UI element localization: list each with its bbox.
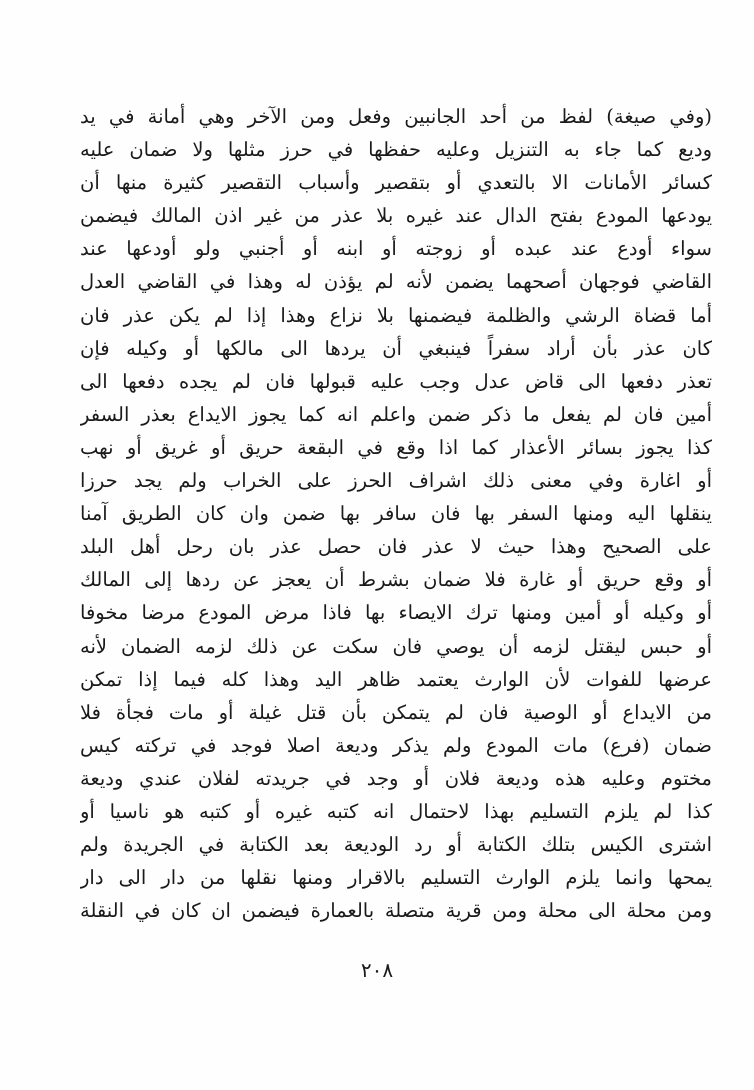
text-line: على الصحيح وهذا حيث لا عذر فان حصل عذر بان رحل أهل البلد [80,535,712,559]
text-line: مختوم وعليه هذه وديعة فلان أو وجد في جريدته لفلان عندي وديعة [80,766,712,790]
text-line: كان عذر بأن أراد سفراً فينبغي أن يردها الى مالكها أو وكيله فإن [80,336,712,360]
text-line: أمين فان لم يفعل ما ذكر ضمن واعلم انه كما يجوز الايداع بعذر السفر [80,402,712,426]
text-line: القاضي فوجهان أصحهما يضمن لأنه لم يؤذن له وهذا في القاضي العدل [80,270,712,294]
text-line: (وفي صيغة) لفظ من أحد الجانبين وفعل ومن الآخر وهي أمانة في يد [80,105,712,128]
text-line: عرضها للفوات لأن الوارث يعتمد ظاهر اليد وهذا كله فيما إذا تمكن [80,667,712,691]
text-line: أو وكيله أو أمين ومنها ترك الايصاء بها فاذا مرض المودع مرضا مخوفا [80,601,712,625]
text-line: يمحها وانما يلزم الوارث التسليم بالاقرار ومنها نقلها من دار الى دار [80,866,712,890]
text-line: ضمان (فرع) مات المودع ولم يذكر وديعة اصلا فوجد في تركته كيس [80,733,712,757]
text-line: كذا لم يلزم التسليم بهذا لاحتمال انه كتبه غيره أو كتبه هو ناسيا أو [80,799,712,823]
text-line: تعذر دفعها الى قاض عدل وجب عليه قبولها فان لم يجده دفعها الى [80,369,712,393]
text-line: سواء أودع عند عبده أو زوجته أو ابنه أو أجنبي ولو أودعها عند [80,237,712,261]
text-line: ينقلها اليه ومنها السفر بها فان سافر بها ضمن وان كان الطريق آمنا [80,502,712,526]
text-line: وديع كما جاء به التنزيل وعليه حفظها في حرز مثلها ولا ضمان عليه [80,138,712,162]
text-line: من الايداع أو الوصية فان لم يتمكن بأن قتل غيلة أو مات فجأة فلا [80,700,712,724]
text-line: أو اغارة وفي معنى ذلك اشراف الحرز على الخراب ولم يجد حرزا [80,469,712,493]
text-line: ومن محلة الى محلة ومن قرية متصلة بالعمارة فيضمن ان كان في النقلة [80,899,712,923]
text-line: اشترى الكيس بتلك الكتابة أو رد الوديعة بعد الكتابة في الجريدة ولم [80,833,712,857]
text-line: كسائر الأمانات الا بالتعدي أو بتقصير وأسباب التقصير كثيرة منها أن [80,171,712,195]
text-line: أو حبس ليقتل لزمه أن يوصي فان سكت عن ذلك لزمه الضمان لأنه [80,634,712,658]
text-line: كذا يجوز بسائر الأعذار كما اذا وقع في البقعة حريق أو غريق أو نهب [80,435,712,459]
text-line: يودعها المودع بفتح الدال عند غيره بلا عذر من غير اذن المالك فيضمن [80,204,712,228]
text-line: أو وقع حريق أو غارة فلا ضمان بشرط أن يعجز عن ردها إلى المالك [80,568,712,592]
page-number: ٢٠٨ [360,958,394,982]
text-line: أما قضاة الرشي والظلمة فيضمنها بلا نزاع وهذا إذا لم يكن عذر فان [80,303,712,327]
body-text [80,100,712,927]
